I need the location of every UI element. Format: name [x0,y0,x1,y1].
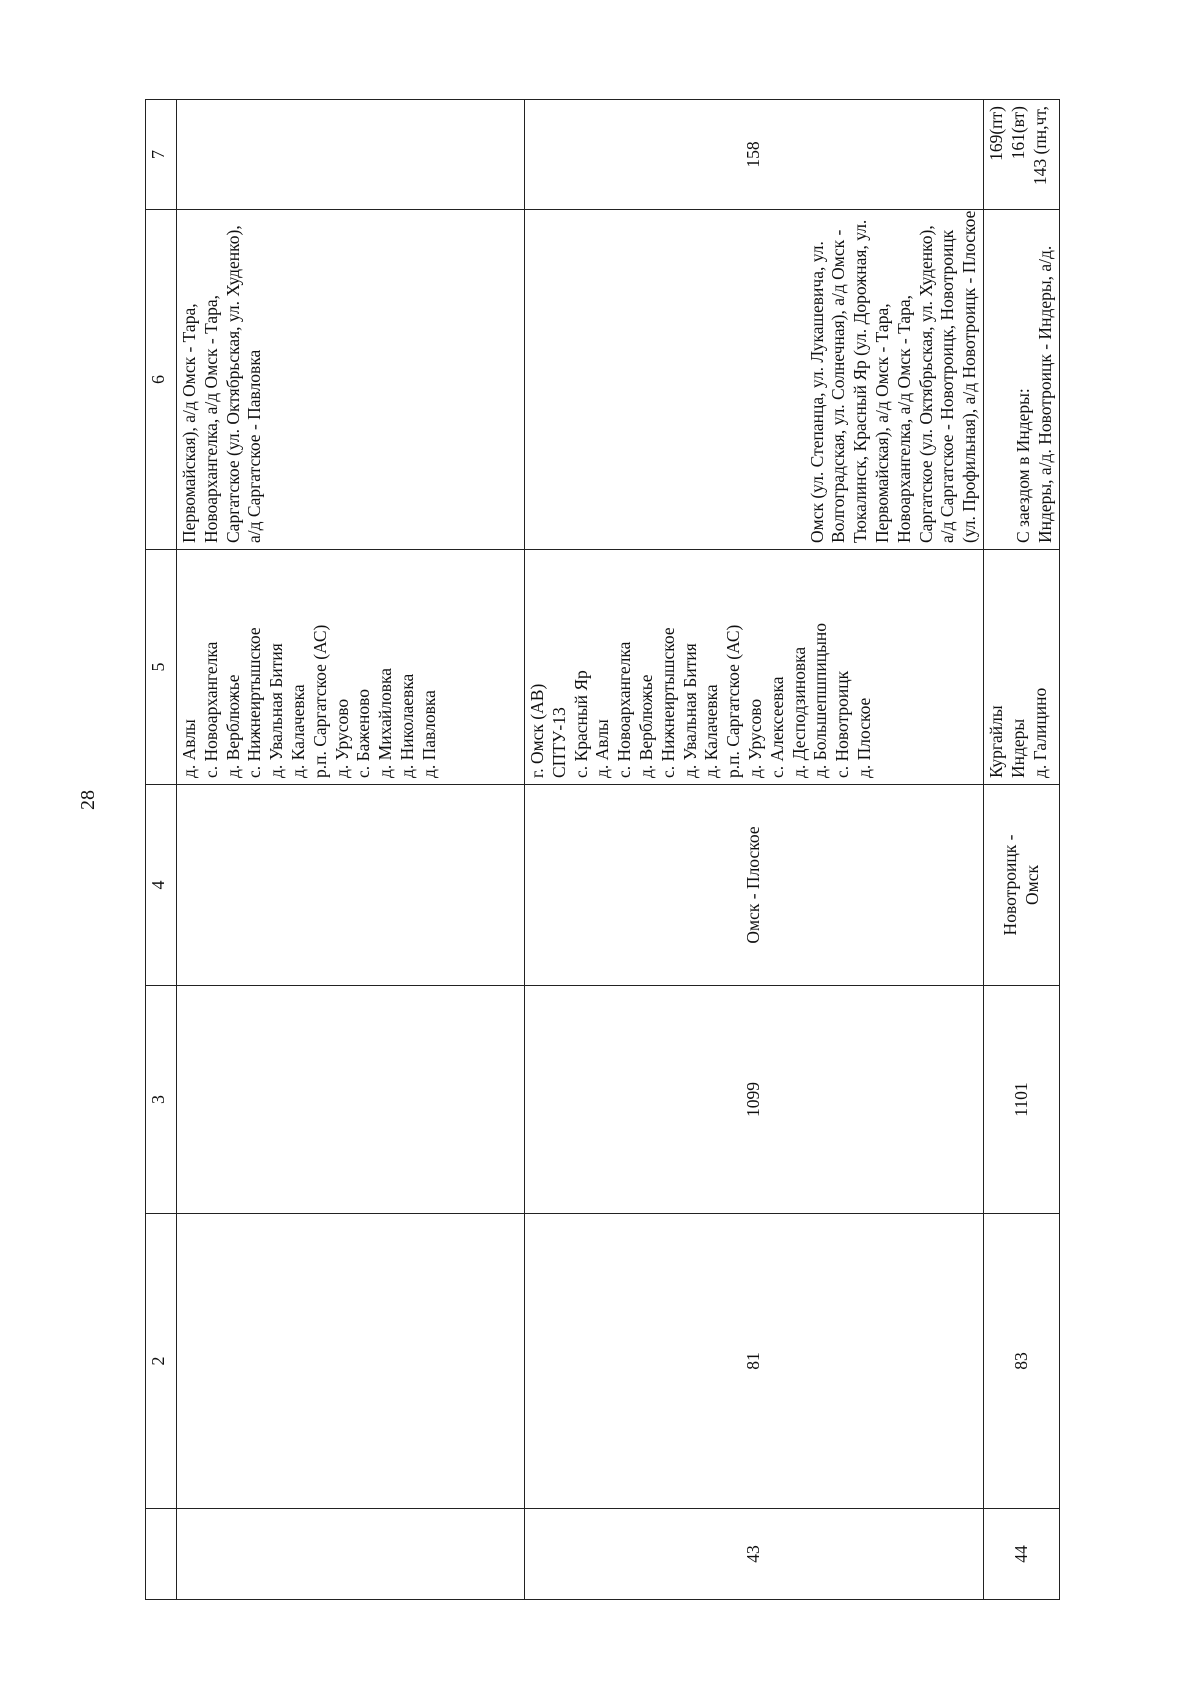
cell-line: с. Красный Яр [570,670,591,778]
cell-line: Омск (ул. Степанца, ул. Лукашевича, ул. [806,241,827,543]
route-number: 83 [984,1214,1060,1509]
streets-list [984,210,1060,550]
row-number [177,1509,525,1600]
cell-line: д. Авлы [179,719,199,778]
header-cell-7: 7 [146,100,177,210]
header-cell-2: 2 [146,1214,177,1509]
registration-number [177,986,525,1214]
cell-line: д. Урусово [331,698,352,778]
cell-line: Кургайлы [986,705,1006,778]
cell-line: Волгоградская, ул. Солнечная), а/д Омск - [828,229,849,543]
cell-line: Новоархангелка, а/д Омск - Тара, [200,294,221,543]
cell-line: с. Новоархангелка [200,641,221,778]
route-name [984,785,1060,986]
row-number: 44 [984,1509,1060,1600]
cell-line: Индеры, а/д. Новотроицк - Индеры, а/д. [1035,245,1056,543]
page-number: 28 [77,790,99,810]
registration-number: 1101 [984,986,1060,1214]
row-number: 43 [525,1509,984,1600]
cell-line: с. Баженово [353,689,374,778]
cell-line: Саргатское (ул. Октябрьская, ул. Худенко), [915,225,936,543]
stops-list [177,550,525,785]
cell-line: 161(вт) [1007,106,1028,160]
cell-line: Первомайская), а/д Омск - Тара, [179,303,199,543]
streets-list [525,210,984,550]
cell-line: Саргатское (ул. Октябрьская, ул. Худенко), [222,225,243,543]
cell-line: Индеры [1007,718,1028,778]
streets-list [177,210,525,550]
cell-line: с. Новоархангелка [614,641,635,778]
cell-line: с. Нижнеиртышское [657,627,678,778]
cell-line: д. Калачевка [287,684,308,778]
cell-line: д. Плоское [853,697,874,778]
cell-line: д. Галицино [1029,687,1050,778]
table-row [984,100,1060,1600]
cell-line: д. Авлы [592,719,613,778]
route-length [177,100,525,210]
cell-line: д. Михайловка [375,668,396,778]
route-number [177,1214,525,1509]
cell-line: с. Нижнеиртышское [244,627,265,778]
cell-line: р.п. Саргатское (АС) [309,624,330,778]
rotated-table-wrapper [145,100,1065,1600]
registration-number: 1099 [525,986,984,1214]
cell-line: д. Павловка [418,690,439,778]
route-length [525,100,984,210]
cell-line: д. Десподзиновка [788,646,809,778]
header-cell-3: 3 [146,986,177,1214]
routes-table [145,99,1060,1600]
cell-line: а/д Саргатское - Новотроицк, Новотроицк [937,229,958,543]
cell-line: (ул. Профильная), а/д Новотроицк - Плоское [959,210,980,543]
cell-line: Первомайская), а/д Омск - Тара, [872,303,893,543]
cell-line: с. Алексеевка [766,676,787,778]
cell-line: г. Омск (АВ) [527,683,547,778]
cell-line: д. Большепшпицыно [810,623,831,778]
cell-line: с. Новотроицк [832,670,853,778]
cell-line: Омск - Плоское [743,826,764,944]
cell-line: 143 (пн,чт, [1029,106,1050,186]
header-cell-1 [146,1509,177,1600]
cell-line: Новоархангелка, а/д Омск - Тара, [893,294,914,543]
route-name [177,785,525,986]
table-row [177,100,525,1600]
stops-list [984,550,1060,785]
cell-line: д. Увальная Бития [679,643,700,778]
cell-line: д. Урусово [744,698,765,778]
cell-line: Новотроицк - [999,834,1020,936]
header-cell-4: 4 [146,785,177,986]
header-row [146,100,177,1600]
cell-line: д. Николаевка [396,673,417,778]
cell-line: д. Калачевка [701,684,722,778]
header-cell-5: 5 [146,550,177,785]
stops-list [525,550,984,785]
cell-line: д. Верблюжье [635,674,656,778]
route-name [525,785,984,986]
cell-line: д. Верблюжье [222,674,243,778]
cell-line: 158 [743,141,764,168]
cell-line: р.п. Саргатское (АС) [723,624,744,778]
cell-line: д. Увальная Бития [266,643,287,778]
cell-line: С заездом в Индеры: [1013,388,1034,543]
route-number: 81 [525,1214,984,1509]
cell-line: Омск [1021,865,1042,905]
header-cell-6: 6 [146,210,177,550]
table-row [525,100,984,1600]
cell-line: Тюкалинск, Красный Яр (ул. Дорожная, ул. [850,219,871,543]
route-length [984,100,1060,210]
cell-line: СПТУ-13 [548,707,569,778]
cell-line: а/д Саргатское - Павловка [244,349,265,543]
cell-line: 169(пт) [986,106,1006,161]
